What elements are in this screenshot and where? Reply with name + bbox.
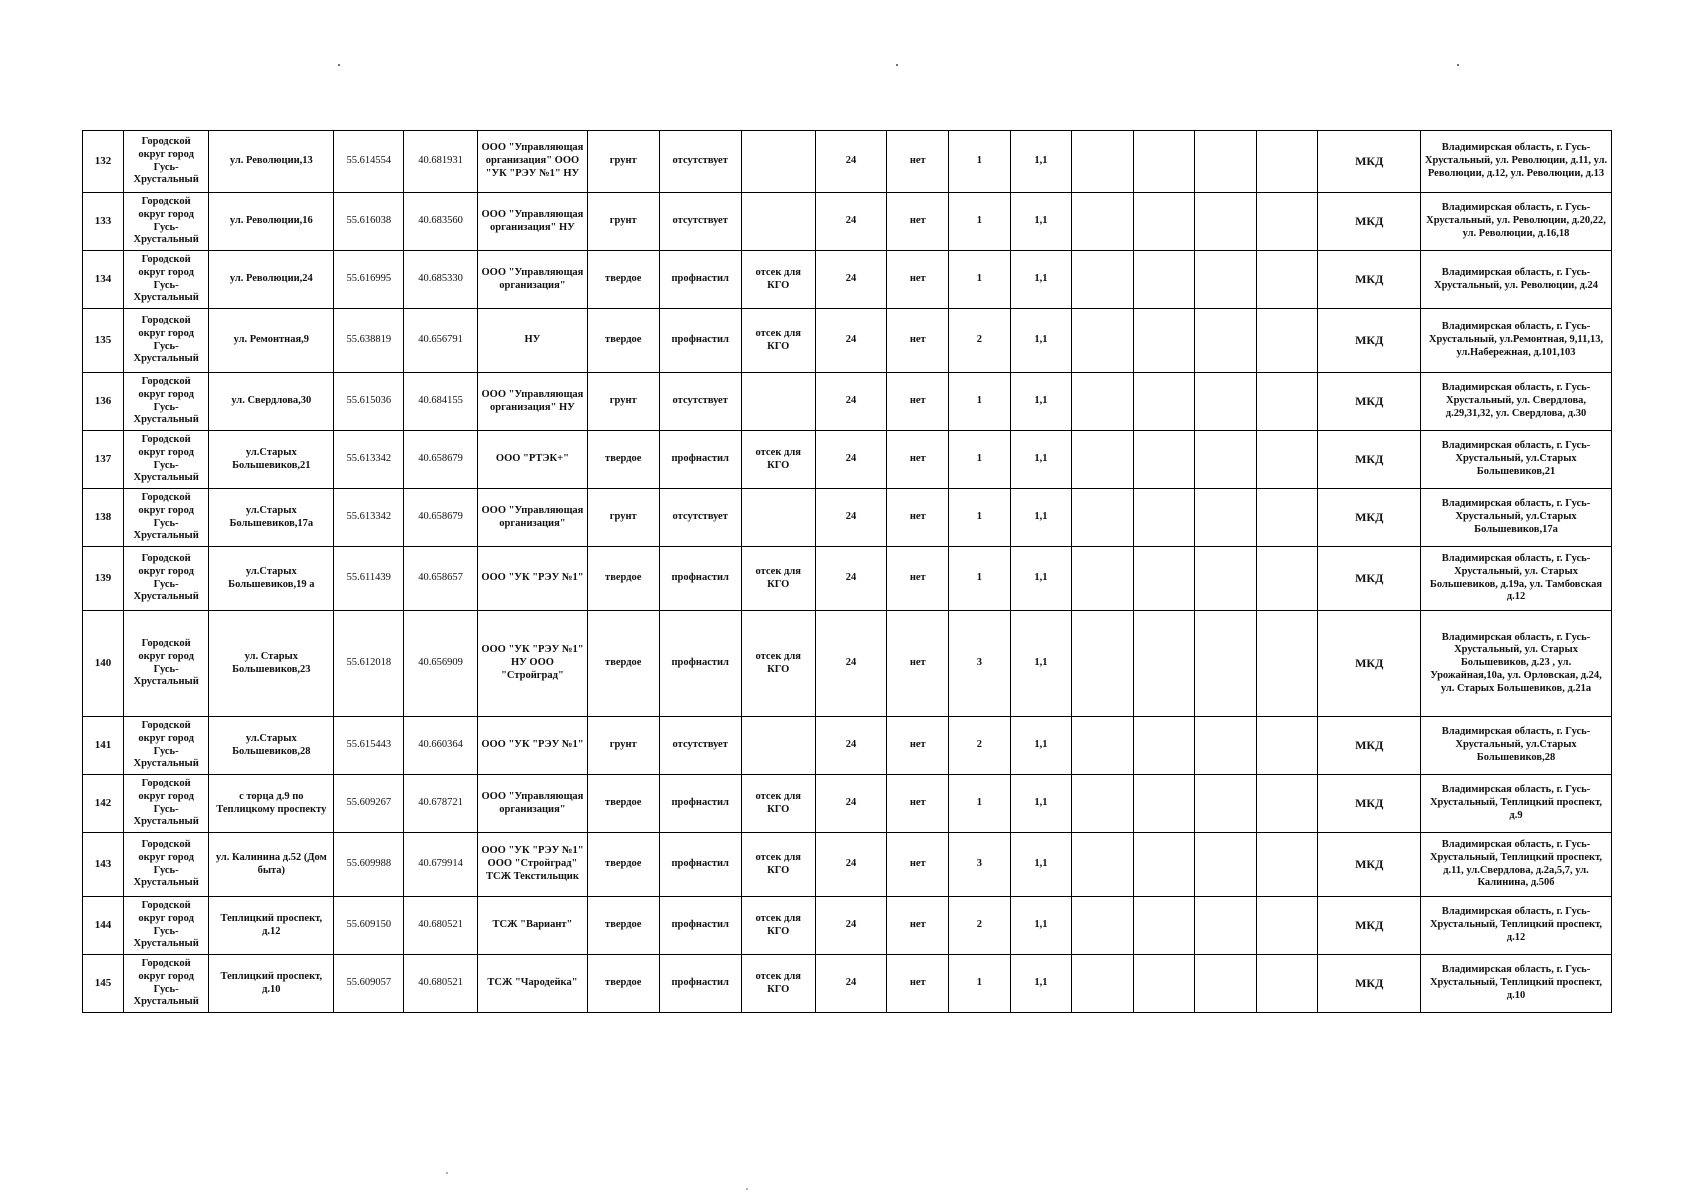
empty-cell (1133, 547, 1195, 611)
empty-cell (1195, 897, 1257, 955)
kgo-compartment-cell: отсек для КГО (741, 431, 815, 489)
district-cell: Городской округ город Гусь-Хрустальный (124, 955, 209, 1013)
area-cell: 24 (815, 955, 887, 1013)
row-number: 137 (83, 431, 124, 489)
empty-cell (1195, 489, 1257, 547)
fence-cell: профнастил (659, 955, 741, 1013)
fence-cell: профнастил (659, 897, 741, 955)
district-cell: Городской округ город Гусь-Хрустальный (124, 431, 209, 489)
served-addresses-cell: Владимирская область, г. Гусь-Хрустальный, ул. Революции, д.20,22, ул. Революции, д.16,18 (1421, 193, 1612, 251)
empty-cell (1256, 775, 1318, 833)
management-org-cell: ООО "Управляющая организация" (478, 489, 588, 547)
served-addresses-cell: Владимирская область, г. Гусь-Хрустальный, ул.Ремонтная, 9,11,13, ул.Набережная, д.101,103 (1421, 309, 1612, 373)
container-count-cell: 1 (949, 955, 1011, 1013)
district-cell: Городской округ город Гусь-Хрустальный (124, 833, 209, 897)
served-addresses-cell: Владимирская область, г. Гусь-Хрустальный, ул. Революции, д.24 (1421, 251, 1612, 309)
empty-cell (1133, 251, 1195, 309)
surface-cell: твердое (587, 547, 659, 611)
longitude-cell: 40.656909 (404, 611, 478, 717)
object-type-cell: МКД (1318, 251, 1421, 309)
street-cell: ул.Старых Большевиков,19 а (209, 547, 334, 611)
empty-cell (1133, 431, 1195, 489)
area-cell: 24 (815, 775, 887, 833)
area-cell: 24 (815, 309, 887, 373)
latitude-cell: 55.614554 (334, 131, 404, 193)
management-org-cell: ООО "УК "РЭУ №1" (478, 547, 588, 611)
served-addresses-cell: Владимирская область, г. Гусь-Хрустальный, ул.Старых Большевиков,28 (1421, 717, 1612, 775)
empty-cell (1195, 955, 1257, 1013)
district-cell: Городской округ город Гусь-Хрустальный (124, 717, 209, 775)
longitude-cell: 40.680521 (404, 955, 478, 1013)
empty-cell (1072, 775, 1134, 833)
fence-cell: отсутствует (659, 717, 741, 775)
row-number: 139 (83, 547, 124, 611)
container-count-cell: 3 (949, 833, 1011, 897)
empty-cell (1072, 489, 1134, 547)
area-cell: 24 (815, 431, 887, 489)
management-org-cell: ТСЖ "Чародейка" (478, 955, 588, 1013)
latitude-cell: 55.613342 (334, 489, 404, 547)
empty-cell (1195, 251, 1257, 309)
container-count-cell: 1 (949, 775, 1011, 833)
object-type-cell: МКД (1318, 373, 1421, 431)
empty-cell (1195, 611, 1257, 717)
object-type-cell: МКД (1318, 431, 1421, 489)
table-row (83, 251, 1612, 309)
container-count-cell: 1 (949, 131, 1011, 193)
container-count-cell: 1 (949, 373, 1011, 431)
management-org-cell: ООО "РТЭК+" (478, 431, 588, 489)
management-org-cell: ООО "УК "РЭУ №1" НУ ООО "Стройград" (478, 611, 588, 717)
flag-cell: нет (887, 489, 949, 547)
management-org-cell: ООО "УК "РЭУ №1" (478, 717, 588, 775)
fence-cell: профнастил (659, 547, 741, 611)
table-row (83, 373, 1612, 431)
kgo-compartment-cell: отсек для КГО (741, 833, 815, 897)
container-count-cell: 2 (949, 717, 1011, 775)
scan-speck (746, 1188, 748, 1190)
latitude-cell: 55.612018 (334, 611, 404, 717)
longitude-cell: 40.678721 (404, 775, 478, 833)
empty-cell (1256, 489, 1318, 547)
longitude-cell: 40.683560 (404, 193, 478, 251)
flag-cell: нет (887, 251, 949, 309)
empty-cell (1072, 373, 1134, 431)
kgo-compartment-cell: отсек для КГО (741, 309, 815, 373)
area-cell: 24 (815, 193, 887, 251)
management-org-cell: ООО "Управляющая организация" (478, 775, 588, 833)
table-row (83, 547, 1612, 611)
surface-cell: грунт (587, 489, 659, 547)
kgo-compartment-cell: отсек для КГО (741, 775, 815, 833)
served-addresses-cell: Владимирская область, г. Гусь-Хрустальный, Теплицкий проспект, д.10 (1421, 955, 1612, 1013)
row-number: 143 (83, 833, 124, 897)
row-number: 138 (83, 489, 124, 547)
served-addresses-cell: Владимирская область, г. Гусь-Хрустальный, Теплицкий проспект, д.11, ул.Свердлова, д.2а,5,7, ул. Калинина, д.50б (1421, 833, 1612, 897)
empty-cell (1133, 489, 1195, 547)
empty-cell (1072, 251, 1134, 309)
empty-cell (1133, 193, 1195, 251)
latitude-cell: 55.616038 (334, 193, 404, 251)
row-number: 145 (83, 955, 124, 1013)
row-number: 142 (83, 775, 124, 833)
container-volume-cell: 1,1 (1010, 193, 1072, 251)
empty-cell (1133, 611, 1195, 717)
container-volume-cell: 1,1 (1010, 431, 1072, 489)
street-cell: с торца д.9 по Теплицкому проспекту (209, 775, 334, 833)
served-addresses-cell: Владимирская область, г. Гусь-Хрустальный, ул.Старых Большевиков,21 (1421, 431, 1612, 489)
district-cell: Городской округ город Гусь-Хрустальный (124, 251, 209, 309)
longitude-cell: 40.658657 (404, 547, 478, 611)
object-type-cell: МКД (1318, 611, 1421, 717)
table-row (83, 193, 1612, 251)
empty-cell (1195, 131, 1257, 193)
empty-cell (1133, 309, 1195, 373)
empty-cell (1072, 131, 1134, 193)
street-cell: ул. Революции,24 (209, 251, 334, 309)
object-type-cell: МКД (1318, 309, 1421, 373)
kgo-compartment-cell (741, 717, 815, 775)
management-org-cell: ООО "УК "РЭУ №1" ООО "Стройград" ТСЖ Текстильщик (478, 833, 588, 897)
scan-speck (1457, 64, 1459, 66)
longitude-cell: 40.681931 (404, 131, 478, 193)
container-count-cell: 3 (949, 611, 1011, 717)
served-addresses-cell: Владимирская область, г. Гусь-Хрустальный, Теплицкий проспект, д.9 (1421, 775, 1612, 833)
surface-cell: твердое (587, 611, 659, 717)
container-volume-cell: 1,1 (1010, 547, 1072, 611)
surface-cell: твердое (587, 955, 659, 1013)
longitude-cell: 40.656791 (404, 309, 478, 373)
fence-cell: профнастил (659, 251, 741, 309)
object-type-cell: МКД (1318, 131, 1421, 193)
container-count-cell: 1 (949, 431, 1011, 489)
served-addresses-cell: Владимирская область, г. Гусь-Хрустальный, ул.Старых Большевиков,17а (1421, 489, 1612, 547)
row-number: 141 (83, 717, 124, 775)
street-cell: Теплицкий проспект, д.10 (209, 955, 334, 1013)
container-count-cell: 2 (949, 897, 1011, 955)
street-cell: Теплицкий проспект, д.12 (209, 897, 334, 955)
latitude-cell: 55.611439 (334, 547, 404, 611)
area-cell: 24 (815, 489, 887, 547)
street-cell: ул.Старых Большевиков,28 (209, 717, 334, 775)
empty-cell (1256, 373, 1318, 431)
empty-cell (1256, 833, 1318, 897)
fence-cell: профнастил (659, 611, 741, 717)
container-volume-cell: 1,1 (1010, 251, 1072, 309)
container-count-cell: 1 (949, 489, 1011, 547)
area-cell: 24 (815, 897, 887, 955)
fence-cell: отсутствует (659, 193, 741, 251)
fence-cell: профнастил (659, 833, 741, 897)
flag-cell: нет (887, 547, 949, 611)
empty-cell (1133, 955, 1195, 1013)
district-cell: Городской округ город Гусь-Хрустальный (124, 489, 209, 547)
scan-speck (338, 64, 340, 66)
kgo-compartment-cell: отсек для КГО (741, 251, 815, 309)
fence-cell: профнастил (659, 431, 741, 489)
empty-cell (1256, 897, 1318, 955)
latitude-cell: 55.609267 (334, 775, 404, 833)
served-addresses-cell: Владимирская область, г. Гусь-Хрустальный, ул. Свердлова, д.29,31,32, ул. Свердлова, д.30 (1421, 373, 1612, 431)
surface-cell: твердое (587, 431, 659, 489)
latitude-cell: 55.613342 (334, 431, 404, 489)
table-row (83, 775, 1612, 833)
empty-cell (1072, 431, 1134, 489)
area-cell: 24 (815, 717, 887, 775)
empty-cell (1133, 775, 1195, 833)
street-cell: ул. Старых Большевиков,23 (209, 611, 334, 717)
served-addresses-cell: Владимирская область, г. Гусь-Хрустальный, ул. Старых Большевиков, д.23 , ул. Урожайная,10а, ул. Орловская, д.24, ул. Старых Большевиков, д.21а (1421, 611, 1612, 717)
table-row (83, 611, 1612, 717)
empty-cell (1072, 547, 1134, 611)
empty-cell (1256, 717, 1318, 775)
flag-cell: нет (887, 955, 949, 1013)
street-cell: ул. Революции,16 (209, 193, 334, 251)
row-number: 132 (83, 131, 124, 193)
table-row (83, 955, 1612, 1013)
row-number: 144 (83, 897, 124, 955)
management-org-cell: ООО "Управляющая организация" НУ (478, 373, 588, 431)
area-cell: 24 (815, 373, 887, 431)
latitude-cell: 55.609988 (334, 833, 404, 897)
object-type-cell: МКД (1318, 955, 1421, 1013)
kgo-compartment-cell: отсек для КГО (741, 955, 815, 1013)
served-addresses-cell: Владимирская область, г. Гусь-Хрустальный, ул. Революции, д.11, ул. Революции, д.12, ул. Революции, д.13 (1421, 131, 1612, 193)
row-number: 133 (83, 193, 124, 251)
empty-cell (1256, 131, 1318, 193)
latitude-cell: 55.609150 (334, 897, 404, 955)
container-count-cell: 2 (949, 309, 1011, 373)
empty-cell (1256, 547, 1318, 611)
empty-cell (1195, 309, 1257, 373)
longitude-cell: 40.685330 (404, 251, 478, 309)
container-volume-cell: 1,1 (1010, 717, 1072, 775)
area-cell: 24 (815, 833, 887, 897)
container-count-cell: 1 (949, 547, 1011, 611)
table-row (83, 897, 1612, 955)
table-row (83, 309, 1612, 373)
container-volume-cell: 1,1 (1010, 131, 1072, 193)
management-org-cell: НУ (478, 309, 588, 373)
surface-cell: твердое (587, 251, 659, 309)
management-org-cell: ТСЖ "Вариант" (478, 897, 588, 955)
empty-cell (1072, 955, 1134, 1013)
street-cell: ул.Старых Большевиков,17а (209, 489, 334, 547)
empty-cell (1072, 193, 1134, 251)
surface-cell: твердое (587, 897, 659, 955)
latitude-cell: 55.615443 (334, 717, 404, 775)
flag-cell: нет (887, 717, 949, 775)
kgo-compartment-cell: отсек для КГО (741, 611, 815, 717)
fence-cell: отсутствует (659, 373, 741, 431)
container-volume-cell: 1,1 (1010, 775, 1072, 833)
surface-cell: твердое (587, 775, 659, 833)
empty-cell (1072, 717, 1134, 775)
table-row (83, 833, 1612, 897)
container-volume-cell: 1,1 (1010, 373, 1072, 431)
street-cell: ул.Старых Большевиков,21 (209, 431, 334, 489)
latitude-cell: 55.638819 (334, 309, 404, 373)
management-org-cell: ООО "Управляющая организация" (478, 251, 588, 309)
object-type-cell: МКД (1318, 547, 1421, 611)
empty-cell (1133, 833, 1195, 897)
empty-cell (1195, 717, 1257, 775)
empty-cell (1072, 309, 1134, 373)
surface-cell: твердое (587, 833, 659, 897)
empty-cell (1256, 431, 1318, 489)
container-volume-cell: 1,1 (1010, 611, 1072, 717)
flag-cell: нет (887, 897, 949, 955)
surface-cell: грунт (587, 717, 659, 775)
surface-cell: грунт (587, 131, 659, 193)
empty-cell (1256, 251, 1318, 309)
kgo-compartment-cell (741, 193, 815, 251)
area-cell: 24 (815, 251, 887, 309)
object-type-cell: МКД (1318, 775, 1421, 833)
empty-cell (1133, 373, 1195, 431)
fence-cell: профнастил (659, 775, 741, 833)
surface-cell: твердое (587, 309, 659, 373)
empty-cell (1256, 611, 1318, 717)
waste-sites-registry-table (82, 130, 1612, 1013)
container-count-cell: 1 (949, 193, 1011, 251)
longitude-cell: 40.658679 (404, 431, 478, 489)
district-cell: Городской округ город Гусь-Хрустальный (124, 193, 209, 251)
container-volume-cell: 1,1 (1010, 897, 1072, 955)
table-row (83, 131, 1612, 193)
empty-cell (1256, 193, 1318, 251)
served-addresses-cell: Владимирская область, г. Гусь-Хрустальный, ул. Старых Большевиков, д.19а, ул. Тамбовская д.12 (1421, 547, 1612, 611)
street-cell: ул. Революции,13 (209, 131, 334, 193)
area-cell: 24 (815, 611, 887, 717)
longitude-cell: 40.658679 (404, 489, 478, 547)
longitude-cell: 40.680521 (404, 897, 478, 955)
empty-cell (1195, 547, 1257, 611)
district-cell: Городской округ город Гусь-Хрустальный (124, 611, 209, 717)
empty-cell (1195, 373, 1257, 431)
empty-cell (1195, 193, 1257, 251)
scan-speck (446, 1172, 448, 1174)
district-cell: Городской округ город Гусь-Хрустальный (124, 131, 209, 193)
empty-cell (1133, 897, 1195, 955)
object-type-cell: МКД (1318, 717, 1421, 775)
flag-cell: нет (887, 775, 949, 833)
empty-cell (1195, 775, 1257, 833)
empty-cell (1133, 131, 1195, 193)
kgo-compartment-cell (741, 131, 815, 193)
flag-cell: нет (887, 373, 949, 431)
street-cell: ул. Калинина д.52 (Дом быта) (209, 833, 334, 897)
empty-cell (1072, 611, 1134, 717)
fence-cell: профнастил (659, 309, 741, 373)
empty-cell (1072, 833, 1134, 897)
longitude-cell: 40.684155 (404, 373, 478, 431)
flag-cell: нет (887, 431, 949, 489)
empty-cell (1072, 897, 1134, 955)
scan-speck (896, 64, 898, 66)
table-row (83, 489, 1612, 547)
row-number: 136 (83, 373, 124, 431)
fence-cell: отсутствует (659, 489, 741, 547)
latitude-cell: 55.616995 (334, 251, 404, 309)
longitude-cell: 40.660364 (404, 717, 478, 775)
area-cell: 24 (815, 547, 887, 611)
container-count-cell: 1 (949, 251, 1011, 309)
street-cell: ул. Свердлова,30 (209, 373, 334, 431)
empty-cell (1195, 431, 1257, 489)
kgo-compartment-cell (741, 373, 815, 431)
served-addresses-cell: Владимирская область, г. Гусь-Хрустальный, Теплицкий проспект, д.12 (1421, 897, 1612, 955)
street-cell: ул. Ремонтная,9 (209, 309, 334, 373)
flag-cell: нет (887, 833, 949, 897)
kgo-compartment-cell: отсек для КГО (741, 547, 815, 611)
kgo-compartment-cell: отсек для КГО (741, 897, 815, 955)
district-cell: Городской округ город Гусь-Хрустальный (124, 775, 209, 833)
district-cell: Городской округ город Гусь-Хрустальный (124, 373, 209, 431)
row-number: 134 (83, 251, 124, 309)
empty-cell (1195, 833, 1257, 897)
flag-cell: нет (887, 309, 949, 373)
surface-cell: грунт (587, 193, 659, 251)
area-cell: 24 (815, 131, 887, 193)
object-type-cell: МКД (1318, 897, 1421, 955)
flag-cell: нет (887, 193, 949, 251)
table-row (83, 717, 1612, 775)
flag-cell: нет (887, 131, 949, 193)
district-cell: Городской округ город Гусь-Хрустальный (124, 897, 209, 955)
surface-cell: грунт (587, 373, 659, 431)
district-cell: Городской округ город Гусь-Хрустальный (124, 547, 209, 611)
object-type-cell: МКД (1318, 833, 1421, 897)
empty-cell (1133, 717, 1195, 775)
latitude-cell: 55.609057 (334, 955, 404, 1013)
row-number: 140 (83, 611, 124, 717)
flag-cell: нет (887, 611, 949, 717)
container-volume-cell: 1,1 (1010, 833, 1072, 897)
object-type-cell: МКД (1318, 489, 1421, 547)
longitude-cell: 40.679914 (404, 833, 478, 897)
table-row (83, 431, 1612, 489)
container-volume-cell: 1,1 (1010, 489, 1072, 547)
empty-cell (1256, 309, 1318, 373)
fence-cell: отсутствует (659, 131, 741, 193)
management-org-cell: ООО "Управляющая организация" ООО "УК "РЭУ №1" НУ (478, 131, 588, 193)
row-number: 135 (83, 309, 124, 373)
container-volume-cell: 1,1 (1010, 309, 1072, 373)
object-type-cell: МКД (1318, 193, 1421, 251)
management-org-cell: ООО "Управляющая организация" НУ (478, 193, 588, 251)
container-volume-cell: 1,1 (1010, 955, 1072, 1013)
kgo-compartment-cell (741, 489, 815, 547)
latitude-cell: 55.615036 (334, 373, 404, 431)
empty-cell (1256, 955, 1318, 1013)
district-cell: Городской округ город Гусь-Хрустальный (124, 309, 209, 373)
